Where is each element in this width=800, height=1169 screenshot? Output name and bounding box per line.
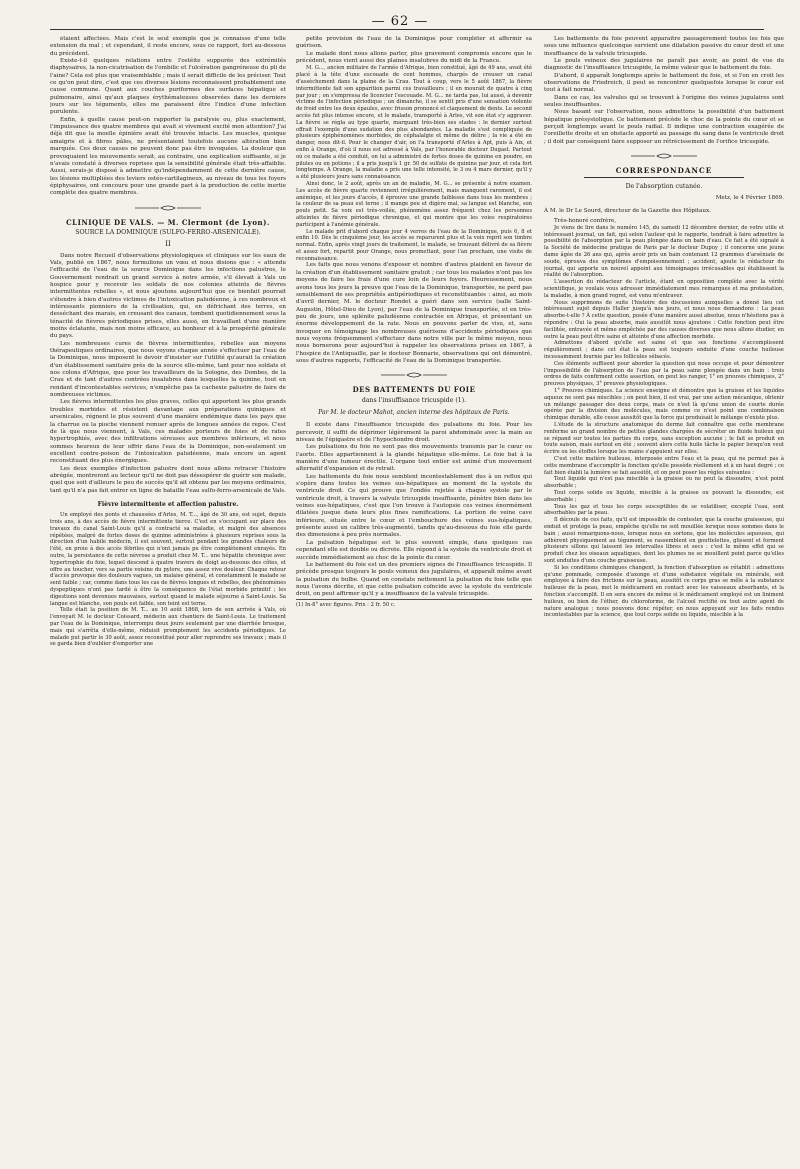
paragraph: Tous les gaz et tous les corps susceptibles de se volatiliser, excepté l'eau, sont absorbables par la peau. xyxy=(544,503,784,517)
column-3 xyxy=(544,36,784,1156)
paragraph: Tout liquide qui n'est pas miscible à la graisse ou ne peut la dissoudre, n'est point absorbable ; xyxy=(544,476,784,490)
column-1 xyxy=(50,36,286,1156)
paragraph: Dans ce cas, les valvules qui se trouvent à l'origine des veines jugulaires sont seules insuffisantes. xyxy=(544,94,784,109)
paragraph: Les faits que nous venons d'exposer et nombre d'autres plaident en faveur de la création d'un établissement sanitaire gratuit ; car tous les malades n'ont pas les moyens de faire les frais d'une cure loin de leurs foyers. Heureusement, nous avons tous les jours la preuve que l'eau de la Dominique, transportée, ne perd pas sensiblement de ses propriétés antipériodiques et reconstituantes : ainsi, au mois d'avril dernier, M. le docteur Rondet a guéri dans son service (salle Saint-Augustin, Hôtel-Dieu de Lyon), par l'eau de la Dominique transportée, et en très-peu de jours, une splénite paludéenne contractée en Afrique, et présentant un énorme développement de la rate. Nous en pouvons parler de visu, et, sans invoquer en témoignage les nombreuses guérisons d'accidents périodiques que nous voyons fréquemment s'effectuer dans notre ville par le même moyen, nous nous bornerons pour aujourd'hui à rappeler les observations prises en 1867, à l'hospice de l'Antiquaille, par le docteur Bonnarie, observations qui ont démontré, sous d'autres rapports, l'efficacité de l'eau de la Dominique transportée. xyxy=(296,262,532,364)
paragraph: Les deux exemples d'infection palustre dont nous allons retracer l'histoire abrégée, montreront au lecteur qu'il ne doit pas désespérer de guérir son malade, quel que soit d'ailleurs le peu de succès qu'il ait obtenu par les moyens ordinaires, tant qu'il n'a pas fait entrer en ligne de bataille l'eau sulfo-ferro-arsenicale de Vals. xyxy=(50,465,286,494)
footnote: (1) In-8° avec figures. Prix : 2 fr. 50 c. xyxy=(296,599,532,609)
paragraph: Existe-t-il quelques relations entre l'ostéite suppurée des extrémités diaphysaires, la non-cicatrisation de l'ombilic et l'ulcération gangréneuse du pli de l'aine? Cela est plus que vraisemblable ; mais il serait difficile de les préciser. Tout ce qu'on peut dire, c'est que ces diverses lésions reconnaissent probablement une cause commune. Quant aux couches puriformes des surfaces hépatique et pulmonaire, ainsi qu'aux plaques érythémateuses observées dans les derniers jours sur les téguments, elles me paraissent être l'indice d'une infection purulente. xyxy=(50,58,286,116)
case-title: Fièvre intermittente et affection palustre. xyxy=(97,500,239,508)
correspondence-title: CORRESPONDANCE xyxy=(615,166,713,176)
column-2 xyxy=(296,36,532,1156)
paragraph: L'assertion du rédacteur de l'article, étant en opposition complète avec la vérité scientifique, je voulais vous adresser immédiatement mes remarques et ma protestation, la maladie, à mon grand regret, est venu m'entraver. xyxy=(544,279,784,299)
paragraph: La pulsation hépatique est le plus souvent simple, dans quelques cas cependant elle est double ou dicrote. Elle répond à la systole du ventricule droit et succède immédiatement au choc de la pointe du cœur. xyxy=(296,539,532,561)
paragraph: Nous basant sur l'observation, nous admettons la possibilité d'un battement hépatique présystolique. Ce battement précède le choc de la pointe du cœur et se perçoit longtemps avant le pouls radial. Il indique une contraction exagérée de l'oreillette droite et un obstacle apporté au passage du sang dans le ventricule droit ; il doit par conséquent faire supposer un rétrécissement de l'orifice tricuspide. xyxy=(544,109,784,145)
paragraph: Le pouls veineux des jugulaires ne paraît pas avoir, au point de vue du diagnostic de l'insuffisance tricuspide, la même valeur que le battement du foie. xyxy=(544,58,784,72)
paragraph: Si les conditions chimiques changent, la fonction d'absorption se rétablit : admettons qu'une pommade, composée d'axonge et d'une substance végétale ou minérale, soit employée à faire des frictions sur la peau, aussitôt ce corps gras se mêle à la substance huileuse de la peau, met le médicament en contact avec les vaisseaux absorbants, et la fonction s'accomplit. Il en sera encore de même si le médicament employé est un liniment huileux, ou bien de l'éther, du chloroforme, de l'alcool rectifié ou tout autre agent de nature analogue ; nous pouvons donc répéter, en nous appuyant sur les faits rendus incontestables par la science, que tout corps solide ou liquide, miscible à la xyxy=(544,564,784,619)
paragraph: Le malade prit d'abord chaque jour 4 verres de l'eau de la Dominique, puis 6, 8 et enfin 10. Dès le cinquième jour, les accès se reparurent plus et la voix reprit son timbre normal. Enfin, après vingt jours de traitement, le malade, se trouvant délivré de sa fièvre et assez fort, repartit pour Orange, nous promettant, pour l'an prochain, une visite de reconnaissance. xyxy=(296,228,532,262)
paragraph: C'est cette matière huileuse, interposée entre l'eau et la peau, qui ne permet pas à cette membrane d'accomplir la fonction qu'elle possède réellement et à un haut degré ; ce fait bien établi la lumière se fait aussitôt, et on peut poser les règles suivantes : xyxy=(544,455,784,476)
paragraph: Les battements du foie nous semblent incontestablement dus à un reflux qui s'opère dans toutes les veines sus-hépatiques au moment de la systole du ventricule droit. Ce qui prouve que l'ondée rejetée à chaque systole par le ventricule droit, à travers la valvule tricuspide insuffisante, pénètre bien dans les veines sus-hépatiques, c'est que l'on trouve à l'autopsie ces veines énormément dilatées jusque dans leurs plus fines ramifications. La portion de veine cave inférieure, située entre le cœur et l'embouchure des veines sus-hépatiques, présente aussi un calibre très-augmenté, tandis qu'au-dessous du foie elle garde des dimensions à peu près normales. xyxy=(296,473,532,539)
paragraph: M. G..., ancien militaire de l'armée d'Afrique, bien constitué, âgé de 49 ans, avait été placé à la tête d'une escouade de cent hommes, chargés de creuser un canal d'assèchement dans la plaine de la Crau. Tout à coup, vers le 5 août 1867, la fièvre intermittente fait son apparition parmi ces travailleurs ; il en mourait de quatre à cinq par jour ; on s'empressa de licencier l'escouade. M. G... ne tarda pas, lui aussi, à devenir victime de l'infection périodique ; un dimanche, il se sentit pris d'une sensation violente de froid entre les deux épaules, avec frisson prononcé et claquement de dents. Le second accès fut plus intense encore, et le malade, transporté à Arles, vit son état s'y aggraver. La fièvre se régla au type quarte, marquant très-bien ses stades : le dernier surtout offrait l'exemple d'une sudation des plus abondantes. La maladie s'est compliquée de plusieurs épiphénomènes morbides, de céphalalgie et même de délire ; la vie a été en danger, nous dit-il. Pour le changer d'air, on l'a transporté d'Arles à Apt, puis à Aix, et enfin à Orange, d'où il nous est adressé à Vals, par l'honorable docteur Dugast. Partout où ce malade a été conduit, on lui a administré de fortes doses de quinine en poudre, en pilules ou en potions ; il a pris jusqu'à 1 gr. 50 de sulfate de quinine par jour, et cela fort longtemps. À Orange, la maladie a pris une telle intensité, le 3 ou 4 mars dernier, qu'il y a été plusieurs jours sans connaissance. xyxy=(296,65,532,181)
salutation: Très-honoré confrère, xyxy=(554,217,617,224)
paragraph: Ces éléments suffisent pour aborder la question qui nous occupe et pour démontrer l'impossibilité de l'absorption de l'eau par la peau saine plongée dans un bain : trois ordres de faits confirment cette assertion, on peut les ranger, 1° en preuves chimiques, 2° preuves physiques, 3° preuves physiologiques. xyxy=(544,360,784,388)
paragraph: Nous supprimons de suite l'histoire des discussions auxquelles a donné lieu cet intéressant sujet depuis Haller jusqu'à nos jours, et nous nous demandons : La peau absorbe-t-elle ? À cette question, posée d'une manière aussi absolue, nous n'hésitons pas à répondre : Oui la peau absorbe, mais aussitôt nous ajoutons : Cette fonction peut être facilitée, entravée et même empêchée par des causes diverses que nous allons étudier, en outre la peau peut être saine et atteinte d'une affection morbide. xyxy=(544,299,784,340)
paragraph: étaient affectées. Mais c'est le seul exemple que je connaisse d'une telle extension du mal ; et cependant, il reste encore, sous ce rapport, fort au-dessous du précédent. xyxy=(50,36,286,57)
dateline: Metz, le 4 Février 1869. xyxy=(715,194,784,201)
paragraph: petite provision de l'eau de la Dominique pour compléter et affermir sa guérison. xyxy=(296,36,532,50)
paragraph: Les fièvres intermittentes les plus graves, celles qui apportent les plus grands troubles morbides et résistent davantage aux préparations quiniques et arsenicales, régnent le plus souvent d'une manière endémique dans les pays que la charrue ou la pioche viennent remuer après de longues années de repos. C'est de là que nous viennent, à Vals, ces malades porteurs de foies et de rates hypertrophiés, avec des infiltrations séreuses aux membres inférieurs, et nous sommes heureux de leur offrir dans l'eau de la Dominique, non-seulement un excellent contre-poison de l'intoxication paludéenne, mais encore un agent reconstituant des plus énergiques. xyxy=(50,399,286,465)
paragraph: Dans notre Recueil d'observations physiologiques et cliniques sur les eaux de Vals, publié en 1867, nous formulions un vœu et nous disions que : « attendu l'efficacité de l'eau de la source Dominique dans les infections palustres, le Gouvernement rendrait un grand service à notre armée, s'il élevait à Vals un hospice pour y recevoir les soldats de nos colonies atteints de fièvres intermittentes rebelles », et nous ajoutons aujourd'hui que ce bienfait pourrait s'étendre à bien d'autres victimes de l'intoxication paludéenne, à ces nombreux et intéressants pionniers de la civilisation, qui, en défrichant des terres, en desséchant des marais, en creusant des canaux, tombent quotidiennement sous la ténacité de fièvres périodiques prises, elles aussi, en travaillant d'une manière moins éclatante, mais non moins efficace, au bonheur et à la prospérité générale du pays. xyxy=(50,252,286,340)
paragraph: Les battements du foie peuvent apparaître passagèrement toutes les fois que sous une influence quelconque survient une dilatation passive du cœur droit et une insuffisance de la valvule tricuspide. xyxy=(544,36,784,57)
paragraph: L'étude de la structure anatomique du derme fait connaître que cette membrane renferme un grand nombre de petites glandes chargées de sécréter un fluide huileux qui se répand sur toutes les parties du corps, sans exception aucune ; le fait se produit en toute saison, mais surtout en été ; souvent alors cette huile tâche le papier lorsqu'on veut écrire ou les étoffes lorsque les mains s'appuient sur elles. xyxy=(544,421,784,456)
paragraph: Les pulsations du foie ne sont pas des mouvements transmis par le cœur ou l'aorte. Elles appartiennent à la glande hépatique elle-même. Le foie bat à la manière d'une tumeur érectile. L'organe tout entier est animé d'un mouvement alternatif d'expansion et de retrait. xyxy=(296,444,532,473)
header-rule xyxy=(50,29,764,30)
ornament-divider xyxy=(296,371,532,380)
paragraph: Le battement du foie est un des premiers signes de l'insuffisance tricuspide. Il précède presque toujours le pouls veineux des jugulaires, et apparaît même avant la pulsation du bulbe. Quand on constate nettement la pulsation du foie telle que nous l'avons décrite, et que cette pulsation coïncide avec la systole du ventricule droit, on peut affirmer qu'il y a insuffisance de la valvule tricuspide. xyxy=(296,561,532,598)
correspondence-subtitle: De l'absorption cutanée. xyxy=(625,182,703,190)
paragraph: D'abord, il apparaît longtemps après le battement du foie, et si l'on en croit les observations de Friedreich, il peut se rencontrer quelquefois lorsque le cœur est tout à fait normal. xyxy=(544,72,784,94)
article-title: DES BATTEMENTS DU FOIE xyxy=(352,385,476,395)
paragraph: Un employé des ponts et chaussées d'Arles, M. T..., âgé de 30 ans, est sujet, depuis trois ans, à des accès de fièvre intermittente tierce. C'est en s'occupant sur place des travaux du canal Saint-Louis qu'il a contracté sa maladie, et malgré des absences répétées, malgré de fortes doses de quinine administrées à plusieurs reprises sous la direction d'un habile médecin, il est souvent, surtout pendant les grandes chaleurs de l'été, en proie à des accès fébriles qui n'ont jamais pu être complètement enrayés. En outre, la persistance de cette névrose a produit chez M. T... une hépatite chronique avec hypertrophie du foie, lequel descend à quatre travers de doigt au-dessous des côtes, et offre au toucher, vers sa partie voisine du pylore, une assez vive douleur. Chaque retour d'accès provoque des douleurs vagues, un malaise général, et constamment le malade se sent faible ; car, comme dans tous les cas de fièvres longues et rebelles, des phénomènes dyspeptiques n'ont pas tardé à être la conséquence de l'état morbide primitif ; les digestions sont devenues mauvaises, surtout quand le malade séjourne à Saint-Louis. Sa langue est blanche, son pouls est faible, son teint est terne. xyxy=(50,512,286,607)
paragraph: Les nombreuses cures de fièvres intermittentes, rebelles aux moyens thérapeutiques ordinaires, que nous voyons chaque année s'effectuer par l'eau de la Dominique, nous imposent le devoir d'insister sur l'utilité qu'aurait la création d'un établissement sanitaire près de la source elle-même, tant pour nos soldats et nos colons d'Afrique, que pour les travailleurs de la Sologne, des Dombes, de la Crau et de tant d'autres contrées insalubres dans lesquelles la quinine, tout en rendant d'incontestables services, n'empêche pas la cachexie palustre de faire de nombreuses victimes. xyxy=(50,340,286,399)
paragraph: Admettons d'abord qu'elle est saine et que ses fonctions s'accomplissent régulièrement ; dans cet état la peau est toujours enduite d'une couche huileuse incessamment fournie par les follicules sébacés. xyxy=(544,340,784,361)
section-number: II xyxy=(165,240,171,249)
page-number: — 62 — xyxy=(371,14,429,29)
article-author: Par M. le docteur Mahot, ancien interne des hôpitaux de Paris. xyxy=(318,408,510,416)
paragraph: 1° Preuves chimiques. La science enseigne et démontre que la graisse et les liquides aqueux ne sont pas miscibles ; on peut bien, il est vrai, par une action mécanique, obtenir un mélange passager des deux corps, mais ce n'est là qu'une union de courte durée opérée par la division des molécules, mais comme ce n'est point une combinaison chimique durable, elle cesse aussitôt que la force qui produisait le mélange n'existe plus. xyxy=(544,388,784,422)
ornament-divider xyxy=(50,204,286,213)
section-title: CLINIQUE DE VALS. — M. Clermont (de Lyon). xyxy=(66,217,270,227)
paragraph: Je viens de lire dans le numéro 145, du samedi 12 décembre dernier, de votre utile et intéressant journal, un fait, qui selon l'auteur qui le rapporte, tendrait à faire admettre la possibilité de l'absorption par la peau plongée dans un bain d'eau. Ce fait a été signalé à la Société de médecine pratique de Paris par le docteur Dupuy ; il concerne une jeune dame âgée de 26 ans qui, après avoir pris un bain contenant 12 grammes d'arséniate de soude, éprouva des symptômes d'empoisonnement ; accident, ajoute le rédacteur du journal, qui apporte un nouvel appoint aux témoignages irrécusables qui établissent la réalité de l'absorption. xyxy=(544,224,784,279)
title-rule xyxy=(584,177,744,178)
paragraph: Tout corps solide ou liquide, miscible à la graisse ou pouvant la dissoudre, est absorbable ; xyxy=(544,489,784,503)
paragraph: Il découle de ces faits, qu'il est impossible de contester, que la couche graisseuse, qui enduit et protège la peau, empêche qu'elle ne soit mouillée lorsque nous sommes dans le bain ; aussi remarquons-nous, lorsque nous en sortons, que les molécules aqueuses, qui adhèrent physiquement au tégument, se rassemblent en gouttelettes, glissent et forment plusieurs sillons qui laissent les intervalles libres et secs : c'est le même effet qui se produit chez les oiseaux aquatiques, dont les plumes ne se mouillent point parce qu'elles sont enduites d'une couche graisseuse. xyxy=(544,517,784,564)
paragraph: Ainsi donc, le 2 août, après un an de maladie, M. G... se présente à notre examen. Les accès de fièvre quarte reviennent irrégulièrement, mais manquent rarement, il est anémique, et les jours d'accès, il éprouve une grande faiblesse dans tous les membres ; la couleur de sa peau est terne ; il mange peu et digère mal, sa langue est blanche, son pouls petit. Sa voix est très-voilée, phénomène assez fréquent chez les personnes atteintes de fièvre périodique chronique, et qui montre que les voies respiratoires participent à l'anémie générale. xyxy=(296,180,532,228)
section-subtitle: SOURCE LA DOMINIQUE (SULFO-FERRO-ARSENICALE). xyxy=(75,228,261,236)
paragraph: Il existe dans l'insuffisance tricuspide des pulsations du foie. Pour les percevoir, il suffit de déprimer légèrement la paroi abdominale avec la main au niveau de l'épigastre et de l'hypochondre droit. xyxy=(296,422,532,444)
article-subtitle: dans l'insuffisance tricuspide (1). xyxy=(361,396,467,404)
paragraph: Enfin, à quelle cause peut-on rapporter la paralysie ou, plus exactement, l'impuissance des quatre membres qui avait si vivement excité mon attention? J'ai déjà dit que la moelle épinière avait été trouvée intacte. Les muscles, quoique amaigris et à fibres pâles, ne présentaient toutefois aucune altération bien marquée. Ces deux causes ne peuvent donc pas être invoquées. La douleur que provoquaient les mouvements serait, au contraire, une explication suffisante, si je n'avais constaté à diverses reprises que la sensibilité générale était très-affaiblie. Aussi, serais-je disposé à admettre qu'indépendamment de cette dernière cause, les lésions multipliées des leviers ostéo-cartilagineux, au niveau de tous les foyers épiphysaires, ont concouru pour une grande part à la production de cette inertie complète des quatre membres. xyxy=(50,116,286,197)
addressee: À M. le Dr Le Sourd, directeur de la Gazette des Hôpitaux. xyxy=(544,208,711,215)
ornament-divider xyxy=(544,152,784,161)
paragraph: Telle était la position de M. T... au 10 août 1868, lors de son arrivée à Vals, où l'envoyait M. le docteur Coissard, médecin aux chantiers de Saint-Louis. Le traitement par l'eau de la Dominique, interrompu deux jours seulement par une diarrhée brusque, mais qui s'arrêta d'elle-même, réduisit promptement les accidents périodiques. Le malade put partir le 30 août, assez reconstitué pour aller reprendre ses travaux ; mais il se garda bien d'oublier d'emporter une xyxy=(50,607,286,648)
paragraph: Le malade dont nous allons parler, plus gravement compromis encore que le précédent, nous vient aussi des plaines insalubres du midi de la France. xyxy=(296,50,532,65)
